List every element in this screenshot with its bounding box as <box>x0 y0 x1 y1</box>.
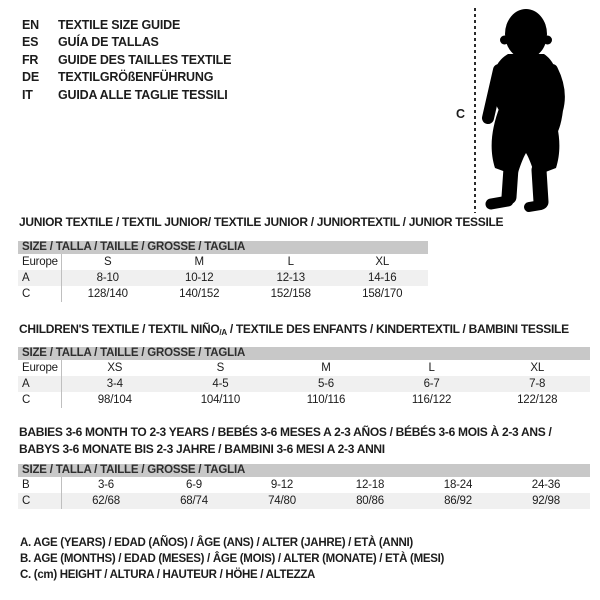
table-cell: 74/80 <box>268 495 296 507</box>
table-cell: M <box>194 256 204 268</box>
row-label: A <box>18 376 62 392</box>
table-cell: 3-4 <box>106 378 123 390</box>
row-label: A <box>18 270 62 286</box>
table-cell: 140/152 <box>179 288 220 300</box>
table-row <box>18 376 590 392</box>
table-cell: 68/74 <box>180 495 208 507</box>
language-row-it <box>22 86 231 104</box>
row-label: C <box>18 493 62 509</box>
table-cell: 12-18 <box>355 479 385 491</box>
language-title: TEXTILGRÖßENFÜHRUNG <box>58 70 214 85</box>
table-cell: S <box>216 362 225 374</box>
babies-table-rows <box>18 477 590 509</box>
footnote-a: A. AGE (YEARS) / EDAD (AÑOS) / ÂGE (ANS) / ALTER (JAHRE) / ETÀ (ANNI) <box>20 537 413 549</box>
row-label: B <box>18 477 62 493</box>
table-cell: 98/104 <box>97 394 132 406</box>
size-bar: SIZE / TALLA / TAILLE / GRÖSSE / TAGLIA <box>18 241 428 254</box>
baby-silhouette <box>480 6 570 213</box>
table-cell: 110/116 <box>306 394 346 406</box>
junior-section-heading: JUNIOR TEXTILE / TEXTIL JUNIOR/ TEXTILE JUNIOR / JUNIORTEXTIL / JUNIOR TESSILE <box>19 215 504 229</box>
table-cell: 9-12 <box>270 479 294 491</box>
size-bar: SIZE / TALLA / TAILLE / GRÖSSE / TAGLIA <box>18 464 590 477</box>
children-heading-post: / TEXTILE DES ENFANTS / KINDERTEXTIL / BAMBINI TESSILE <box>226 322 569 336</box>
language-code: ES <box>22 35 39 50</box>
babies-section-heading <box>19 424 551 457</box>
table-cell: 18-24 <box>443 479 473 491</box>
language-title: TEXTILE SIZE GUIDE <box>58 17 181 32</box>
table-cell: 104/110 <box>200 394 241 406</box>
table-cell: 6-9 <box>185 479 203 491</box>
junior-size-table <box>18 241 428 302</box>
table-cell: M <box>321 362 331 374</box>
table-cell: 92/98 <box>532 495 560 507</box>
table-row <box>18 270 428 286</box>
table-cell: XL <box>375 256 390 268</box>
language-title: GUIDE DES TAILLES TEXTILE <box>58 52 232 67</box>
babies-heading-line2: BABYS 3-6 MONATE BIS 2-3 JAHRE / BAMBINI 3-6 MESI A 2-3 ANNI <box>19 441 385 456</box>
row-label: Europe <box>18 360 62 376</box>
language-code: FR <box>22 52 39 67</box>
table-row <box>18 477 590 493</box>
language-title: GUIDA ALLE TAGLIE TESSILI <box>58 87 228 102</box>
table-cell: XL <box>530 362 545 374</box>
table-cell: 158/170 <box>362 288 403 300</box>
babies-size-table <box>18 464 590 509</box>
height-measure-dashed-line <box>474 8 476 213</box>
children-table-rows <box>18 360 590 408</box>
table-row <box>18 254 428 270</box>
language-row-de <box>22 69 231 87</box>
language-code: EN <box>22 17 39 32</box>
language-row-fr <box>22 51 231 69</box>
table-cell: 3-6 <box>97 479 115 491</box>
row-label: C <box>18 286 62 302</box>
children-size-table <box>18 347 590 408</box>
children-heading-pre: CHILDREN'S TEXTILE / TEXTIL NIÑO <box>19 322 220 336</box>
footnote-b: B. AGE (MONTHS) / EDAD (MESES) / ÂGE (MOIS) / ALTER (MONATE) / ETÀ (MESI) <box>20 553 445 565</box>
table-cell: 10-12 <box>185 272 214 284</box>
table-cell: L <box>287 256 294 268</box>
children-heading-subscript: /A <box>219 328 227 337</box>
table-row <box>18 360 590 376</box>
row-label: Europe <box>18 254 62 270</box>
table-cell: 116/122 <box>411 394 452 406</box>
height-measure-label: C <box>456 107 465 121</box>
table-cell: 7-8 <box>529 378 546 390</box>
table-cell: 80/86 <box>356 495 384 507</box>
language-title: GUÍA DE TALLAS <box>58 35 159 50</box>
table-cell: L <box>428 362 435 374</box>
table-cell: 12-13 <box>276 272 305 284</box>
table-cell: 62/68 <box>92 495 120 507</box>
language-code: IT <box>22 87 33 102</box>
table-cell: 86/92 <box>444 495 472 507</box>
table-cell: 122/128 <box>517 394 558 406</box>
size-bar: SIZE / TALLA / TAILLE / GRÖSSE / TAGLIA <box>18 347 590 360</box>
table-cell: 128/140 <box>87 288 128 300</box>
language-code: DE <box>22 70 39 85</box>
table-cell: 8-10 <box>96 272 119 284</box>
footnote-c: C. (cm) HEIGHT / ALTURA / HAUTEUR / HÖHE / ALTEZZA <box>20 569 316 581</box>
table-row <box>18 493 590 509</box>
table-row <box>18 286 428 302</box>
babies-heading-line1: BABIES 3-6 MONTH TO 2-3 YEARS / BEBÉS 3-6 MESES A 2-3 AÑOS / BÉBÉS 3-6 MOIS À 2-3 ANS / <box>19 425 552 439</box>
language-row-en <box>22 16 231 34</box>
junior-table-rows <box>18 254 428 302</box>
language-list <box>22 16 231 104</box>
footnote-legend <box>20 535 444 583</box>
table-cell: 152/158 <box>270 288 311 300</box>
table-cell: 5-6 <box>317 378 334 390</box>
table-cell: 24-36 <box>531 479 561 491</box>
table-cell: 4-5 <box>212 378 229 390</box>
table-cell: S <box>104 256 112 268</box>
table-row <box>18 392 590 408</box>
table-cell: 6-7 <box>423 378 440 390</box>
table-cell: XS <box>107 362 123 374</box>
children-section-heading <box>19 321 569 342</box>
row-label: C <box>18 392 62 408</box>
language-row-es <box>22 34 231 52</box>
table-cell: 14-16 <box>368 272 397 284</box>
